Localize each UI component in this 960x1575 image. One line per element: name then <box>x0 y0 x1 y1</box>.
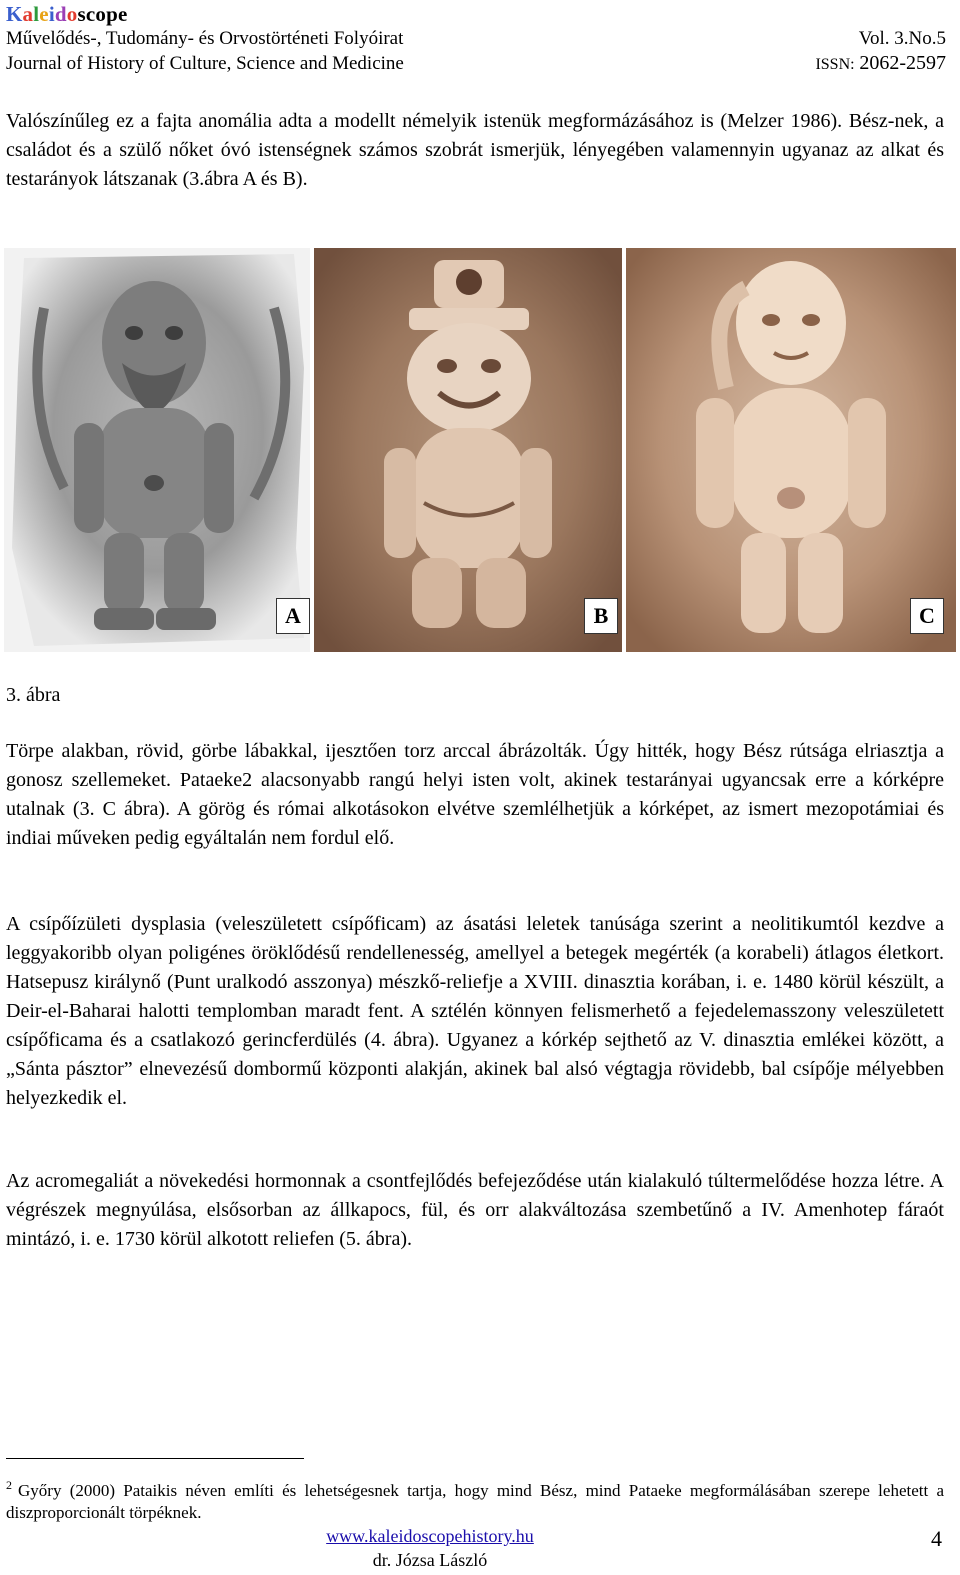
brand-letter: d <box>54 2 67 26</box>
panel-label-b: B <box>584 598 618 634</box>
brand-letter: o <box>95 2 107 26</box>
body-paragraph-2: A csípőízületi dysplasia (veleszületett csípőficam) az ásatási leletek tanúsága szerint a neolitikumtól kezdve a leggyakoribb olyan poligénes öröklődésű rendellenesség, amellyel a betegek megérték (a korabeli) átlagos életkort. Hatsepusz királynő (Punt uralkodó asszonya) mészkő-reliefje a XVIII. dinasztia korában, i. e. 1480 körül készült, a Deir-el-Baharai halotti templomban maradt fent. A sztélén könnyen felismerhető a fejedelemasszony veleszületett csípőficama és a csatlakozó gerincferdülés (4. ábra). Ugyanez a kórkép sejthető az V. dinasztia emlékei között, a „Sánta pásztor” elnevezésű dombormű központi alakján, akinek bal alsó végtagja rövidebb, bal csípője mélyebben helyezkedik el. <box>6 913 944 1109</box>
page-number: 4 <box>931 1526 942 1551</box>
brand-letter: p <box>106 2 118 26</box>
issn-label: ISSN: <box>815 56 855 73</box>
panel-label-a: A <box>276 598 310 634</box>
volume-number: Vol. 3.No.5 <box>858 28 946 49</box>
brand-letter: e <box>117 2 128 26</box>
brand-letter: a <box>22 2 34 26</box>
footnote <box>6 1474 944 1524</box>
issn-number: 2062-2597 <box>859 52 946 74</box>
body-paragraph-3: Az acromegaliát a növekedési hormonnak a csontfejlődés befejeződése után kialakuló túltermelődése hozza létre. A végrészek megnyúlása, elsősorban az állkapocs, fül, és orr alakváltozása szembetűnő a IV. Amenhotep fáraót mintázó, i. e. 1730 körül alkotott reliefen (5. ábra). <box>6 1170 944 1250</box>
figure-panel-b <box>314 248 622 652</box>
bes-relief-image <box>4 248 310 652</box>
brand-letter: e <box>39 2 49 26</box>
journal-brand <box>6 2 946 26</box>
journal-subtitle-en: Journal of History of Culture, Science and Medicine <box>6 53 404 74</box>
journal-subtitle-hu: Művelődés-, Tudomány- és Orvostörténeti Folyóirat <box>6 28 404 49</box>
figure-panel-c <box>626 248 956 652</box>
brand-letter: K <box>6 2 23 26</box>
brand-letter: l <box>33 2 40 26</box>
brand-letter: o <box>66 2 78 26</box>
brand-letter: s <box>77 2 86 26</box>
pataeke-statue-image <box>626 248 956 652</box>
issn <box>815 51 946 77</box>
website-link[interactable]: www.kaleidoscopehistory.hu <box>326 1526 534 1546</box>
brand-letter: c <box>85 2 96 26</box>
author-name: dr. Józsa László <box>372 1550 488 1570</box>
figure-panel-a <box>4 248 310 652</box>
figure-caption: 3. ábra <box>6 684 61 706</box>
figure-3 <box>0 248 960 652</box>
panel-label-c: C <box>910 598 944 634</box>
journal-header <box>6 2 946 77</box>
intro-paragraph: Valószínűleg ez a fajta anomália adta a modellt némelyik istenük megformázásához is (Melzer 1986). Bész-nek, a családot és a szülő nőket óvó istenségnek számos szobrát ismerjük, lényegében valamennyin ugyanaz az alkat és testarányok látszanak (3.ábra A és B). <box>6 110 944 190</box>
footnote-number: 2 <box>6 1478 12 1492</box>
footnote-text: Győry (2000) Pataikis néven említi és lehetségesnek tartja, hogy mind Bész, mind Pataeke megformálásában szerepe lehetett a diszproporcionált törpéknek. <box>6 1481 944 1522</box>
body-paragraph-1: Törpe alakban, rövid, görbe lábakkal, ijesztően torz arccal ábrázolták. Úgy hitték, hogy Bész rútsága elriasztja a gonosz szellemeket. Pataeke2 alacsonyabb rangú helyi isten volt, akinek testarányai ugyancsak erre a kórképre utalnak (3. C ábra). A görög és római alkotásokon elvétve szemlélhetjük a kórképet, az ismert mezopotámiai és indiai műveken pedig egyáltalán nem fordul elő. <box>6 740 944 849</box>
brand-letter: i <box>48 2 55 26</box>
footnote-rule <box>6 1458 304 1459</box>
bes-amulet-image <box>314 248 622 652</box>
